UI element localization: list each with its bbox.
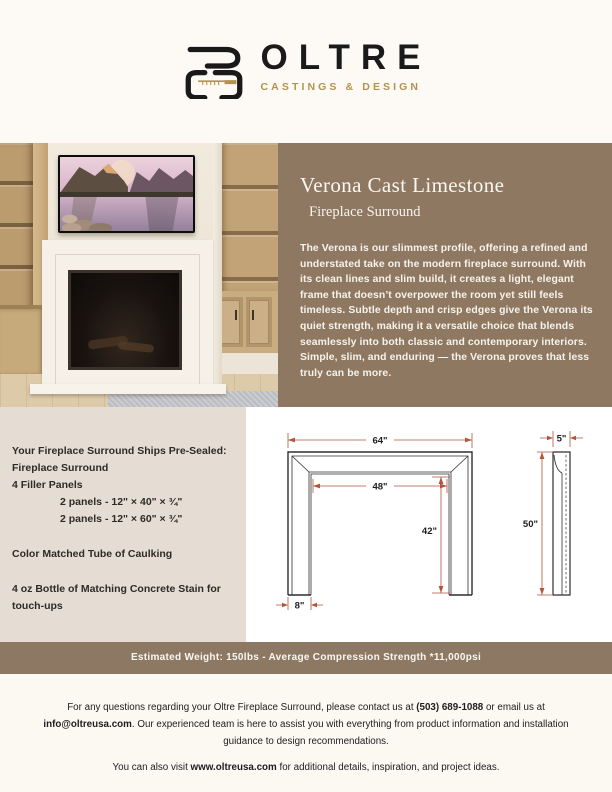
- front-view: [288, 452, 472, 595]
- visit-line: [34, 762, 578, 773]
- wall-pilaster: [213, 143, 222, 387]
- product-photo: [0, 143, 278, 407]
- ship-list-heading: Your Fireplace Surround Ships Pre-Sealed:: [12, 445, 227, 457]
- brand-name: OLTRE: [260, 37, 432, 77]
- weight-banner: Estimated Weight: 150lbs - Average Compression Strength *11,000psi: [0, 642, 612, 674]
- cabinet-left: [0, 305, 44, 375]
- ship-list-item: 4 oz Bottle of Matching Concrete Stain for touch-ups: [12, 583, 221, 612]
- firebox: [68, 270, 182, 370]
- contact-text: . Our experienced team is here to assist you with everything from product information and installation guidance to design recommendations.: [131, 719, 569, 747]
- ship-list-item: 4 Filler Panels: [12, 479, 83, 491]
- cabinet-handle: [252, 310, 254, 320]
- cabinet-door: [246, 297, 272, 347]
- contact-paragraph: [34, 699, 578, 750]
- footer: [0, 674, 612, 792]
- ship-list-item: 2 panels - 12" × 60" × ¾": [60, 513, 183, 525]
- dim-opening-height-label: 42": [421, 526, 437, 537]
- dimension-drawing: [246, 407, 612, 642]
- phone-number: (503) 689-1088: [416, 702, 484, 713]
- ship-list-item: 2 panels - 12" × 40" × ¾": [60, 496, 183, 508]
- contact-text: or email us at: [483, 702, 545, 713]
- visit-text: for additional details, inspiration, and project ideas.: [276, 762, 500, 773]
- dim-leg-width-label: 8": [294, 600, 305, 612]
- ship-list: [0, 407, 246, 642]
- hearth-slab: [30, 384, 226, 394]
- product-subtitle: Fireplace Surround: [309, 204, 421, 220]
- spec-diagram: [246, 407, 612, 642]
- email-address: info@oltreusa.com: [43, 719, 132, 730]
- dim-opening-width-label: 48": [372, 481, 388, 493]
- bookshelf-right: [222, 143, 278, 291]
- tv-screen: [58, 155, 195, 233]
- dim-side-depth-label: 5": [556, 433, 567, 445]
- contact-text: For any questions regarding your Oltre Fireplace Surround, please contact us at: [67, 702, 417, 713]
- visit-text: You can also visit: [112, 762, 191, 773]
- hero-panel: [278, 143, 612, 407]
- side-view: [553, 452, 570, 595]
- dim-front-width-label: 64": [372, 435, 388, 447]
- dim-side-height-label: 50": [522, 519, 538, 530]
- brand-tagline: CASTINGS & DESIGN: [260, 80, 422, 93]
- cabinet-right: [213, 291, 278, 353]
- brand-text: [260, 37, 432, 93]
- cabinet-handle: [235, 310, 237, 320]
- ship-list-item: Color Matched Tube of Caulking: [12, 548, 173, 560]
- ship-list-item: Fireplace Surround: [12, 462, 109, 474]
- mountain-lake-image: [60, 157, 193, 231]
- website-url: www.oltreusa.com: [190, 762, 277, 773]
- product-description: The Verona is our slimmest profile, offering a refined and understated take on the modern fireplace surround. With its clean lines and slim build, it creates a light, elegant frame that doesn’t overpower the room yet still feels timeless. Subtle depth and crisp edges give the Verona its quiet strength, making it a versatile choice that blends seamlessly into both classic and contemporary interiors. Simple, slim, and enduring — the Verona proves that less truly can be more.: [300, 243, 593, 379]
- fireplace-monogram-icon: [180, 33, 248, 99]
- product-title: Verona Cast Limestone: [300, 173, 505, 197]
- logo: [0, 33, 612, 99]
